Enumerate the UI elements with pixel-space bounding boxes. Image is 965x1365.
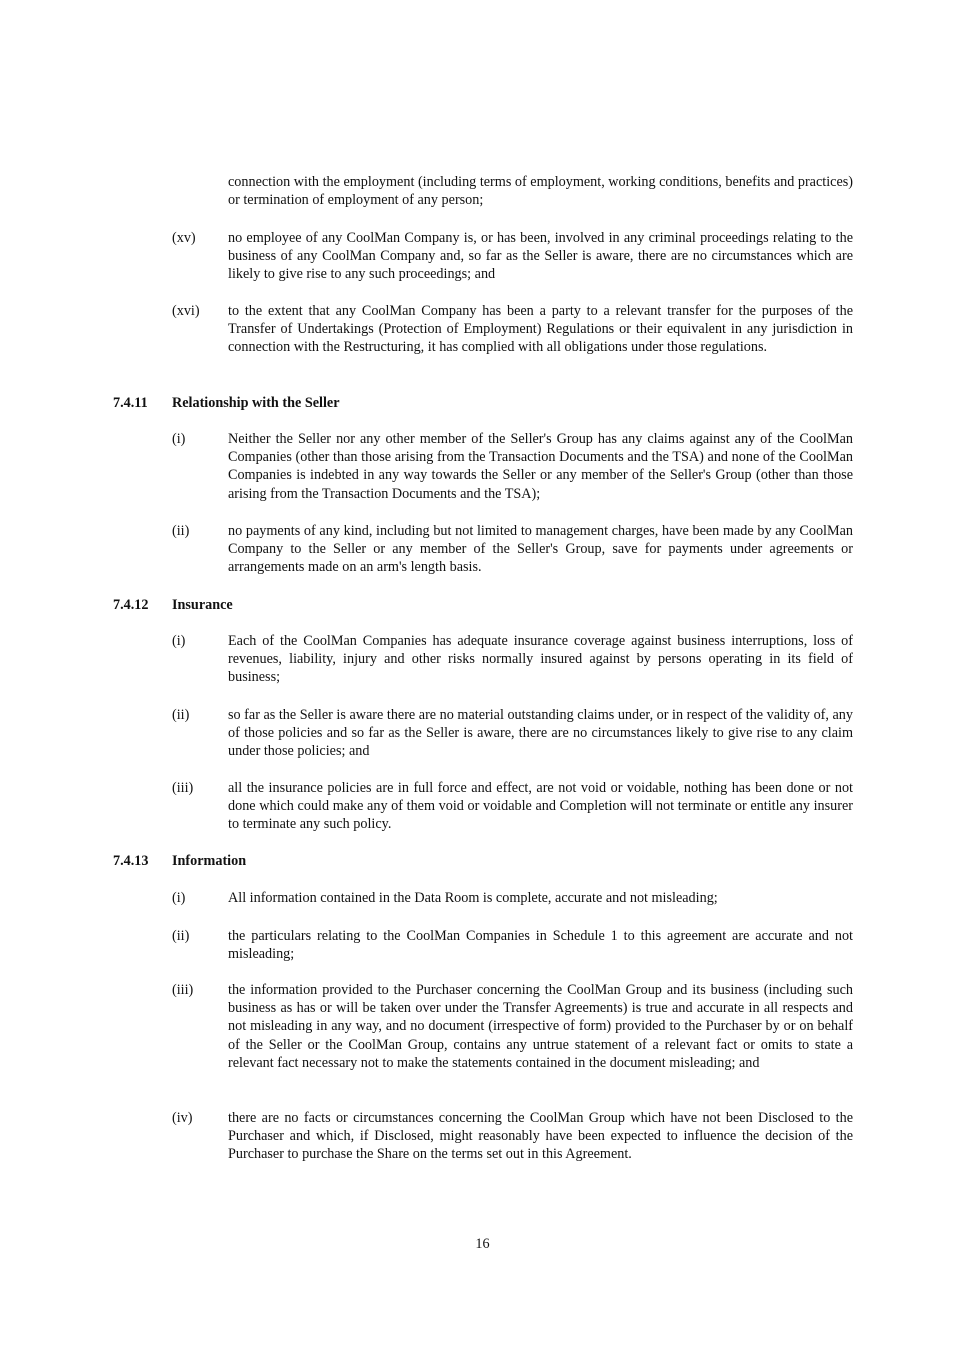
- list-item-number: (ii): [172, 707, 190, 723]
- list-item-number: (ii): [172, 928, 190, 944]
- list-item-text: all the insurance policies are in full force and effect, are not void or voidable, nothing has been done or not done which could make any of them void or voidable and Completion will not terminate or entitle any insurer to terminate any such policy.: [228, 780, 853, 833]
- list-item-text: Each of the CoolMan Companies has adequate insurance coverage against business interruptions, loss of revenues, liability, injury and other risks normally insured against by persons operating in its field of business;: [228, 633, 853, 686]
- list-item-number: (i): [172, 633, 186, 649]
- list-item-number: (xvi): [172, 303, 200, 319]
- list-item-text: no payments of any kind, including but not limited to management charges, have been made by any CoolMan Company to the Seller or any member of the Seller's Group, save for payments under agreements or arrangements made on an arm's length basis.: [228, 523, 853, 576]
- list-item-text: the particulars relating to the CoolMan Companies in Schedule 1 to this agreement are accurate and not misleading;: [228, 928, 853, 963]
- section-number: 7.4.12: [113, 597, 149, 613]
- section-title: Information: [172, 853, 247, 869]
- section-title: Relationship with the Seller: [172, 395, 340, 411]
- list-item-text: Neither the Seller nor any other member of the Seller's Group has any claims against any of the CoolMan Companies (other than those arising from the Transaction Documents and the TSA) and none of the CoolMan Companies is indebted in any way towards the Seller or any member of the Seller's Group (other than those arising from the Transaction Documents and the TSA);: [228, 431, 853, 502]
- section-number: 7.4.13: [113, 853, 149, 869]
- list-item-number: (iv): [172, 1110, 193, 1126]
- list-item-text: the information provided to the Purchaser concerning the CoolMan Group and its business (including such business as has or will be taken over under the Transfer Agreements) is true and accurate in all respects and not misleading in any way, and no document (irrespective of form) provided to the Purchaser by or on behalf of the Seller or the CoolMan Group, contains any untrue statement of a relevant fact or omits to state a relevant fact necessary not to make the statements contained in the document misleading; and: [228, 982, 853, 1071]
- page-number: 16: [475, 1236, 490, 1252]
- list-item-number: (iii): [172, 780, 194, 796]
- list-item-text: to the extent that any CoolMan Company has been a party to a relevant transfer for the purposes of the Transfer of Undertakings (Protection of Employment) Regulations or their equivalent in any jurisdiction in connection with the Restructuring, it has complied with all obligations under those regulations.: [228, 303, 853, 356]
- continuation-paragraph: connection with the employment (including terms of employment, working conditions, benefits and practices) or termination of employment of any person;: [228, 174, 853, 209]
- list-item-text: All information contained in the Data Room is complete, accurate and not misleading;: [228, 890, 718, 906]
- section-title: Insurance: [172, 597, 233, 613]
- section-number: 7.4.11: [113, 395, 148, 411]
- list-item-text: there are no facts or circumstances concerning the CoolMan Group which have not been Disclosed to the Purchaser and which, if Disclosed, might reasonably have been expected to influence the decision of the Purchaser to purchase the Share on the terms set out in this Agreement.: [228, 1110, 853, 1163]
- list-item-text: so far as the Seller is aware there are no material outstanding claims under, or in respect of the validity of, any of those policies and so far as the Seller is aware, there are no circumstances likely to give rise to any claim under those policies; and: [228, 707, 853, 760]
- list-item-text: no employee of any CoolMan Company is, or has been, involved in any criminal proceedings relating to the business of any CoolMan Company and, so far as the Seller is aware, there are no circumstances which are likely to give rise to any such proceedings; and: [228, 230, 853, 283]
- list-item-number: (ii): [172, 523, 190, 539]
- list-item-number: (i): [172, 431, 186, 447]
- list-item-number: (iii): [172, 982, 194, 998]
- list-item-number: (i): [172, 890, 186, 906]
- list-item-number: (xv): [172, 230, 196, 246]
